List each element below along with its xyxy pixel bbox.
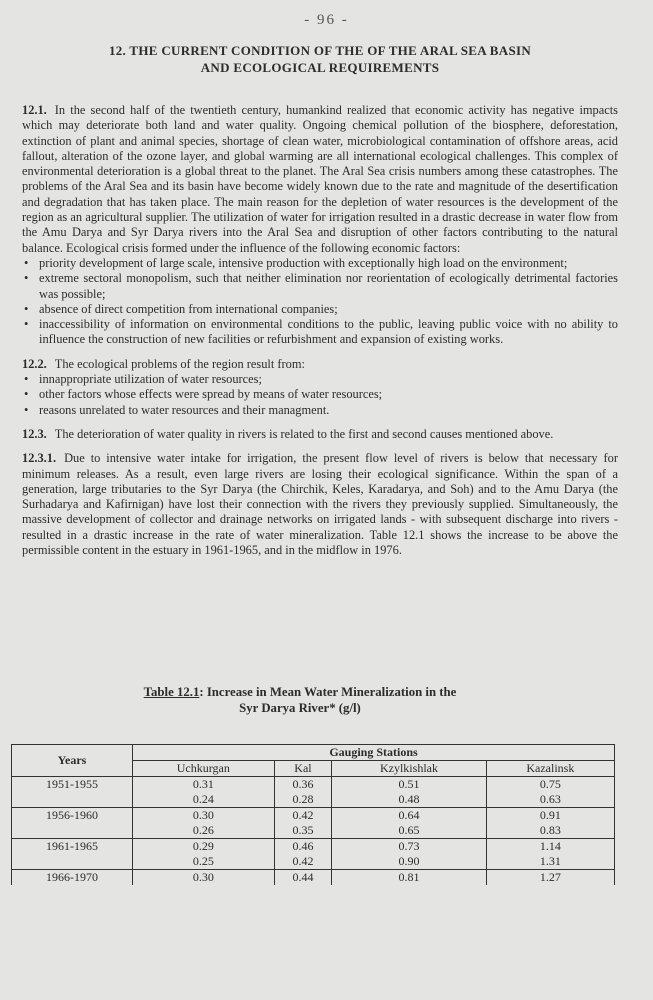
value-cell: 1.31 [486, 854, 614, 870]
list-item: • other factors whose effects were spread by means of water resources; [22, 387, 618, 402]
value-cell: 0.36 [274, 777, 332, 793]
period-cell [12, 823, 133, 839]
section-number: 12.3.1. [22, 451, 57, 466]
period-cell [12, 854, 133, 870]
value-cell: 0.48 [332, 792, 486, 808]
document-body [22, 103, 618, 558]
page-number: - 96 - [304, 12, 349, 28]
value-cell: 0.26 [133, 823, 275, 839]
value-cell: 0.29 [133, 839, 275, 855]
paragraph-text: Due to intensive water intake for irrigation, the present flow level of rivers is below that necessary for minimum releases. As a result, even large rivers are losing their ecological significance. Within the span of a generation, large tributaries to the Syr Darya (the Chirchik, Keles, Karadarya, and Soh) and to the Amu Darya (the Surhadarya and Kafirnigan) have lost their connection with the rivers they previously supplied. Simultaneously, the massive development of collector and drainage networks on irrigated lands - with subsequent discharge into rivers - resulted in a drastic increase in the rate of water mineralization. Table 12.1 shows the increase to be above the permissible content in the estuary in 1961-1965, and in the midflow in 1976. [22, 451, 618, 558]
table-caption-label: Table 12.1 [143, 685, 200, 699]
bullet-list-12-2 [22, 372, 618, 418]
table-row [12, 777, 615, 793]
paragraph-text: In the second half of the twentieth century, humankind realized that economic activity has negative impacts which may deteriorate both land and water quality. Ongoing chemical pollution of the biosphere, deforestation, extinction of plant and animal species, shortage of clean water, microbiological contamination of offshore areas, acid fallout, alteration of the ozone layer, and global warming are all international ecological challenges. This complex of environmental deterioration is a global threat to the planet. The Aral Sea crisis numbers among these catastrophes. The problems of the Aral Sea and its basin have become widely known due to the rate and magnitude of the desertification and degradation that has taken place. The main reason for the depletion of water resources is the development of the region as an agricultural supplier. The utilization of water for irrigation resulted in a drastic decrease in water flow from the Amu Darya and Syr Darya rivers into the Aral Sea and disruption of other factors contributing to the natural balance. Ecological crisis formed under the influence of the following economic factors: [22, 103, 618, 255]
value-cell: 0.63 [486, 792, 614, 808]
value-cell: 0.83 [486, 823, 614, 839]
value-cell: 0.73 [332, 839, 486, 855]
gauging-stations-header: Gauging Stations [133, 745, 615, 761]
value-cell: 0.30 [133, 808, 275, 824]
station-header: Kazalinsk [486, 761, 614, 777]
paragraph-12-2 [22, 357, 618, 372]
value-cell: 0.31 [133, 777, 275, 793]
table-caption-subtitle: Syr Darya River* (g/l) [239, 701, 361, 715]
value-cell: 0.25 [133, 854, 275, 870]
period-cell: 1961-1965 [12, 839, 133, 855]
value-cell: 0.46 [274, 839, 332, 855]
section-number: 12.2. [22, 356, 47, 371]
value-cell: 1.27 [486, 870, 614, 886]
value-cell: 0.91 [486, 808, 614, 824]
paragraph-12-3 [22, 427, 618, 442]
list-item: • extreme sectoral monopolism, such that neither elimination nor reorientation of ecologically detrimental factories was possible; [22, 271, 618, 302]
period-cell: 1951-1955 [12, 777, 133, 793]
table-caption [120, 684, 480, 716]
value-cell: 0.35 [274, 823, 332, 839]
chapter-title-line2: AND ECOLOGICAL REQUIREMENTS [200, 60, 440, 75]
paragraph-text: The deterioration of water quality in rivers is related to the first and second causes mentioned above. [54, 426, 554, 441]
value-cell: 0.81 [332, 870, 486, 886]
list-item: • inaccessibility of information on environmental conditions to the public, leaving public voice with no ability to influence the construction of new facilities or refurbishment and expansion of existing works. [22, 317, 618, 348]
value-cell: 0.42 [274, 808, 332, 824]
station-header: Kal [274, 761, 332, 777]
list-item: • reasons unrelated to water resources and their managment. [22, 403, 618, 418]
period-cell: 1956-1960 [12, 808, 133, 824]
table-caption-text: : Increase in Mean Water Mineralization in the [199, 685, 457, 699]
list-item: • innappropriate utilization of water resources; [22, 372, 618, 387]
table-row [12, 808, 615, 824]
paragraph-12-3-1 [22, 451, 618, 558]
value-cell: 0.64 [332, 808, 486, 824]
table-row [12, 870, 615, 886]
years-header: Years [12, 745, 133, 777]
bullet-list-12-1 [22, 256, 618, 348]
value-cell: 1.14 [486, 839, 614, 855]
table-row [12, 823, 615, 839]
table-row [12, 792, 615, 808]
value-cell: 0.51 [332, 777, 486, 793]
mineralization-table [11, 744, 615, 885]
period-cell: 1966-1970 [12, 870, 133, 886]
station-header: Kzylkishlak [332, 761, 486, 777]
value-cell: 0.24 [133, 792, 275, 808]
value-cell: 0.90 [332, 854, 486, 870]
paragraph-12-1 [22, 103, 618, 256]
period-cell [12, 792, 133, 808]
value-cell: 0.65 [332, 823, 486, 839]
value-cell: 0.28 [274, 792, 332, 808]
value-cell: 0.75 [486, 777, 614, 793]
table-row [12, 839, 615, 855]
paragraph-text: The ecological problems of the region result from: [54, 356, 305, 371]
list-item: • absence of direct competition from international companies; [22, 302, 618, 317]
value-cell: 0.42 [274, 854, 332, 870]
section-number: 12.3. [22, 426, 47, 441]
table-row [12, 854, 615, 870]
station-header: Uchkurgan [133, 761, 275, 777]
value-cell: 0.30 [133, 870, 275, 886]
section-number: 12.1. [22, 103, 47, 117]
list-item: • priority development of large scale, intensive production with exceptionally high load on the environment; [22, 256, 618, 271]
chapter-title [60, 42, 580, 76]
value-cell: 0.44 [274, 870, 332, 886]
chapter-title-line1: 12. THE CURRENT CONDITION OF THE OF THE ARAL SEA BASIN [108, 43, 532, 58]
